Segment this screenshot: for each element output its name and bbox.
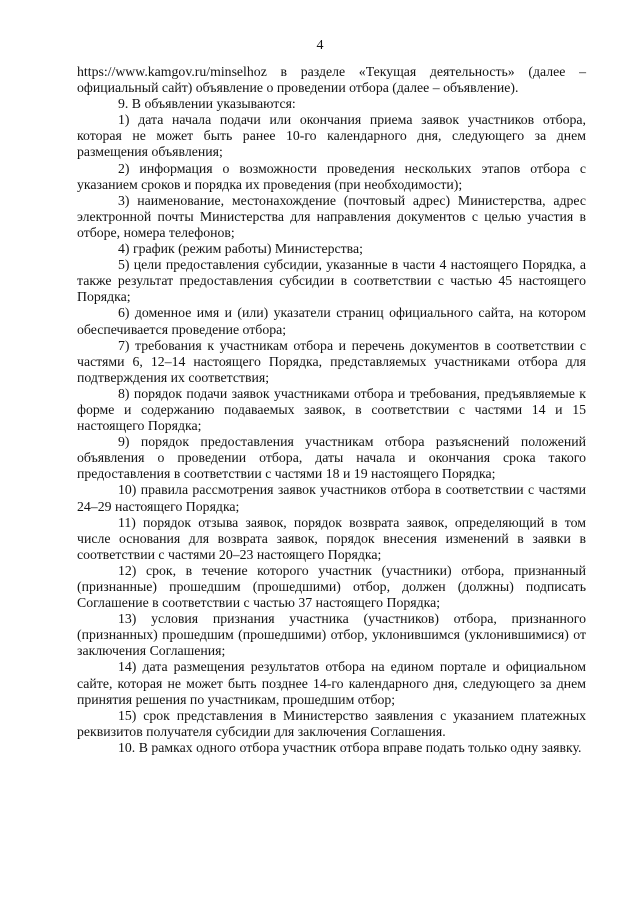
list-item-12: 12) срок, в течение которого участник (участники) отбора, признанный (признанные) прошедшим (прошедшими) отбор, должен (должны) подписать Соглашение в соответствии с частью 37 настоящего Порядка; — [77, 562, 586, 611]
list-item-6: 6) доменное имя и (или) указатели страниц официального сайта, на котором обеспечивается проведение отбора; — [77, 305, 586, 337]
paragraph-clause-9: 9. В объявлении указываются: — [118, 96, 296, 112]
paragraph-continuation: https://www.kamgov.ru/minselhoz в разделе «Текущая деятельность» (далее – официальный сайт) объявление о проведении отбора (далее – объявление). — [77, 64, 586, 96]
list-item-7: 7) требования к участникам отбора и перечень документов в соответствии с частями 6, 12–14 настоящего Порядка, представляемых участниками отбора для подтверждения их соответствия; — [77, 337, 586, 385]
list-item-3: 3) наименование, местонахождение (почтовый адрес) Министерства, адрес электронной почты Министерства для направления документов с целью участия в отборе, номера телефонов; — [77, 192, 586, 240]
list-item-13: 13) условия признания участника (участников) отбора, признанного (признанных) прошедшим (прошедшими) отбор, уклонившимся (уклонившимися) от заключения Соглашения; — [77, 611, 586, 659]
list-item-2: 2) информация о возможности проведения нескольких этапов отбора с указанием сроков и порядка их проведения (при необходимости); — [77, 160, 586, 192]
list-item-4: 4) график (режим работы) Министерства; — [118, 241, 363, 257]
list-item-10: 10) правила рассмотрения заявок участников отбора в соответствии с частями 24–29 настоящего Порядка; — [77, 482, 586, 514]
list-item-14: 14) дата размещения результатов отбора на едином портале и официальном сайте, которая не может быть позднее 14-го календарного дня, следующего за днем принятия решения по участникам, прошедшим отбор; — [77, 659, 586, 707]
document-body — [77, 64, 586, 756]
list-item-11: 11) порядок отзыва заявок, порядок возврата заявок, определяющий в том числе основания для возврата заявок, порядок внесения изменений в заявки в соответствии с частями 20–23 настоящего Порядка; — [77, 514, 586, 562]
list-item-15: 15) срок представления в Министерство заявления с указанием платежных реквизитов получателя субсидии для заключения Соглашения. — [77, 707, 586, 739]
list-item-1: 1) дата начала подачи или окончания приема заявок участников отбора, которая не может быть ранее 10-го календарного дня, следующего за днем размещения объявления; — [77, 112, 586, 160]
list-item-9: 9) порядок предоставления участникам отбора разъяснений положений объявления о проведении отбора, даты начала и окончания срока такого предоставления в соответствии с частями 18 и 19 настоящего Порядка; — [77, 434, 586, 482]
list-item-8: 8) порядок подачи заявок участниками отбора и требования, предъявляемые к форме и содержанию подаваемых заявок, в соответствии с частями 14 и 15 настоящего Порядка; — [77, 385, 586, 434]
paragraph-clause-10: 10. В рамках одного отбора участник отбора вправе подать только одну заявку. — [118, 739, 582, 755]
list-item-5: 5) цели предоставления субсидии, указанные в части 4 настоящего Порядка, а также результат предоставления субсидии в соответствии с частью 45 настоящего Порядка; — [77, 257, 586, 305]
page-number: 4 — [316, 38, 324, 53]
